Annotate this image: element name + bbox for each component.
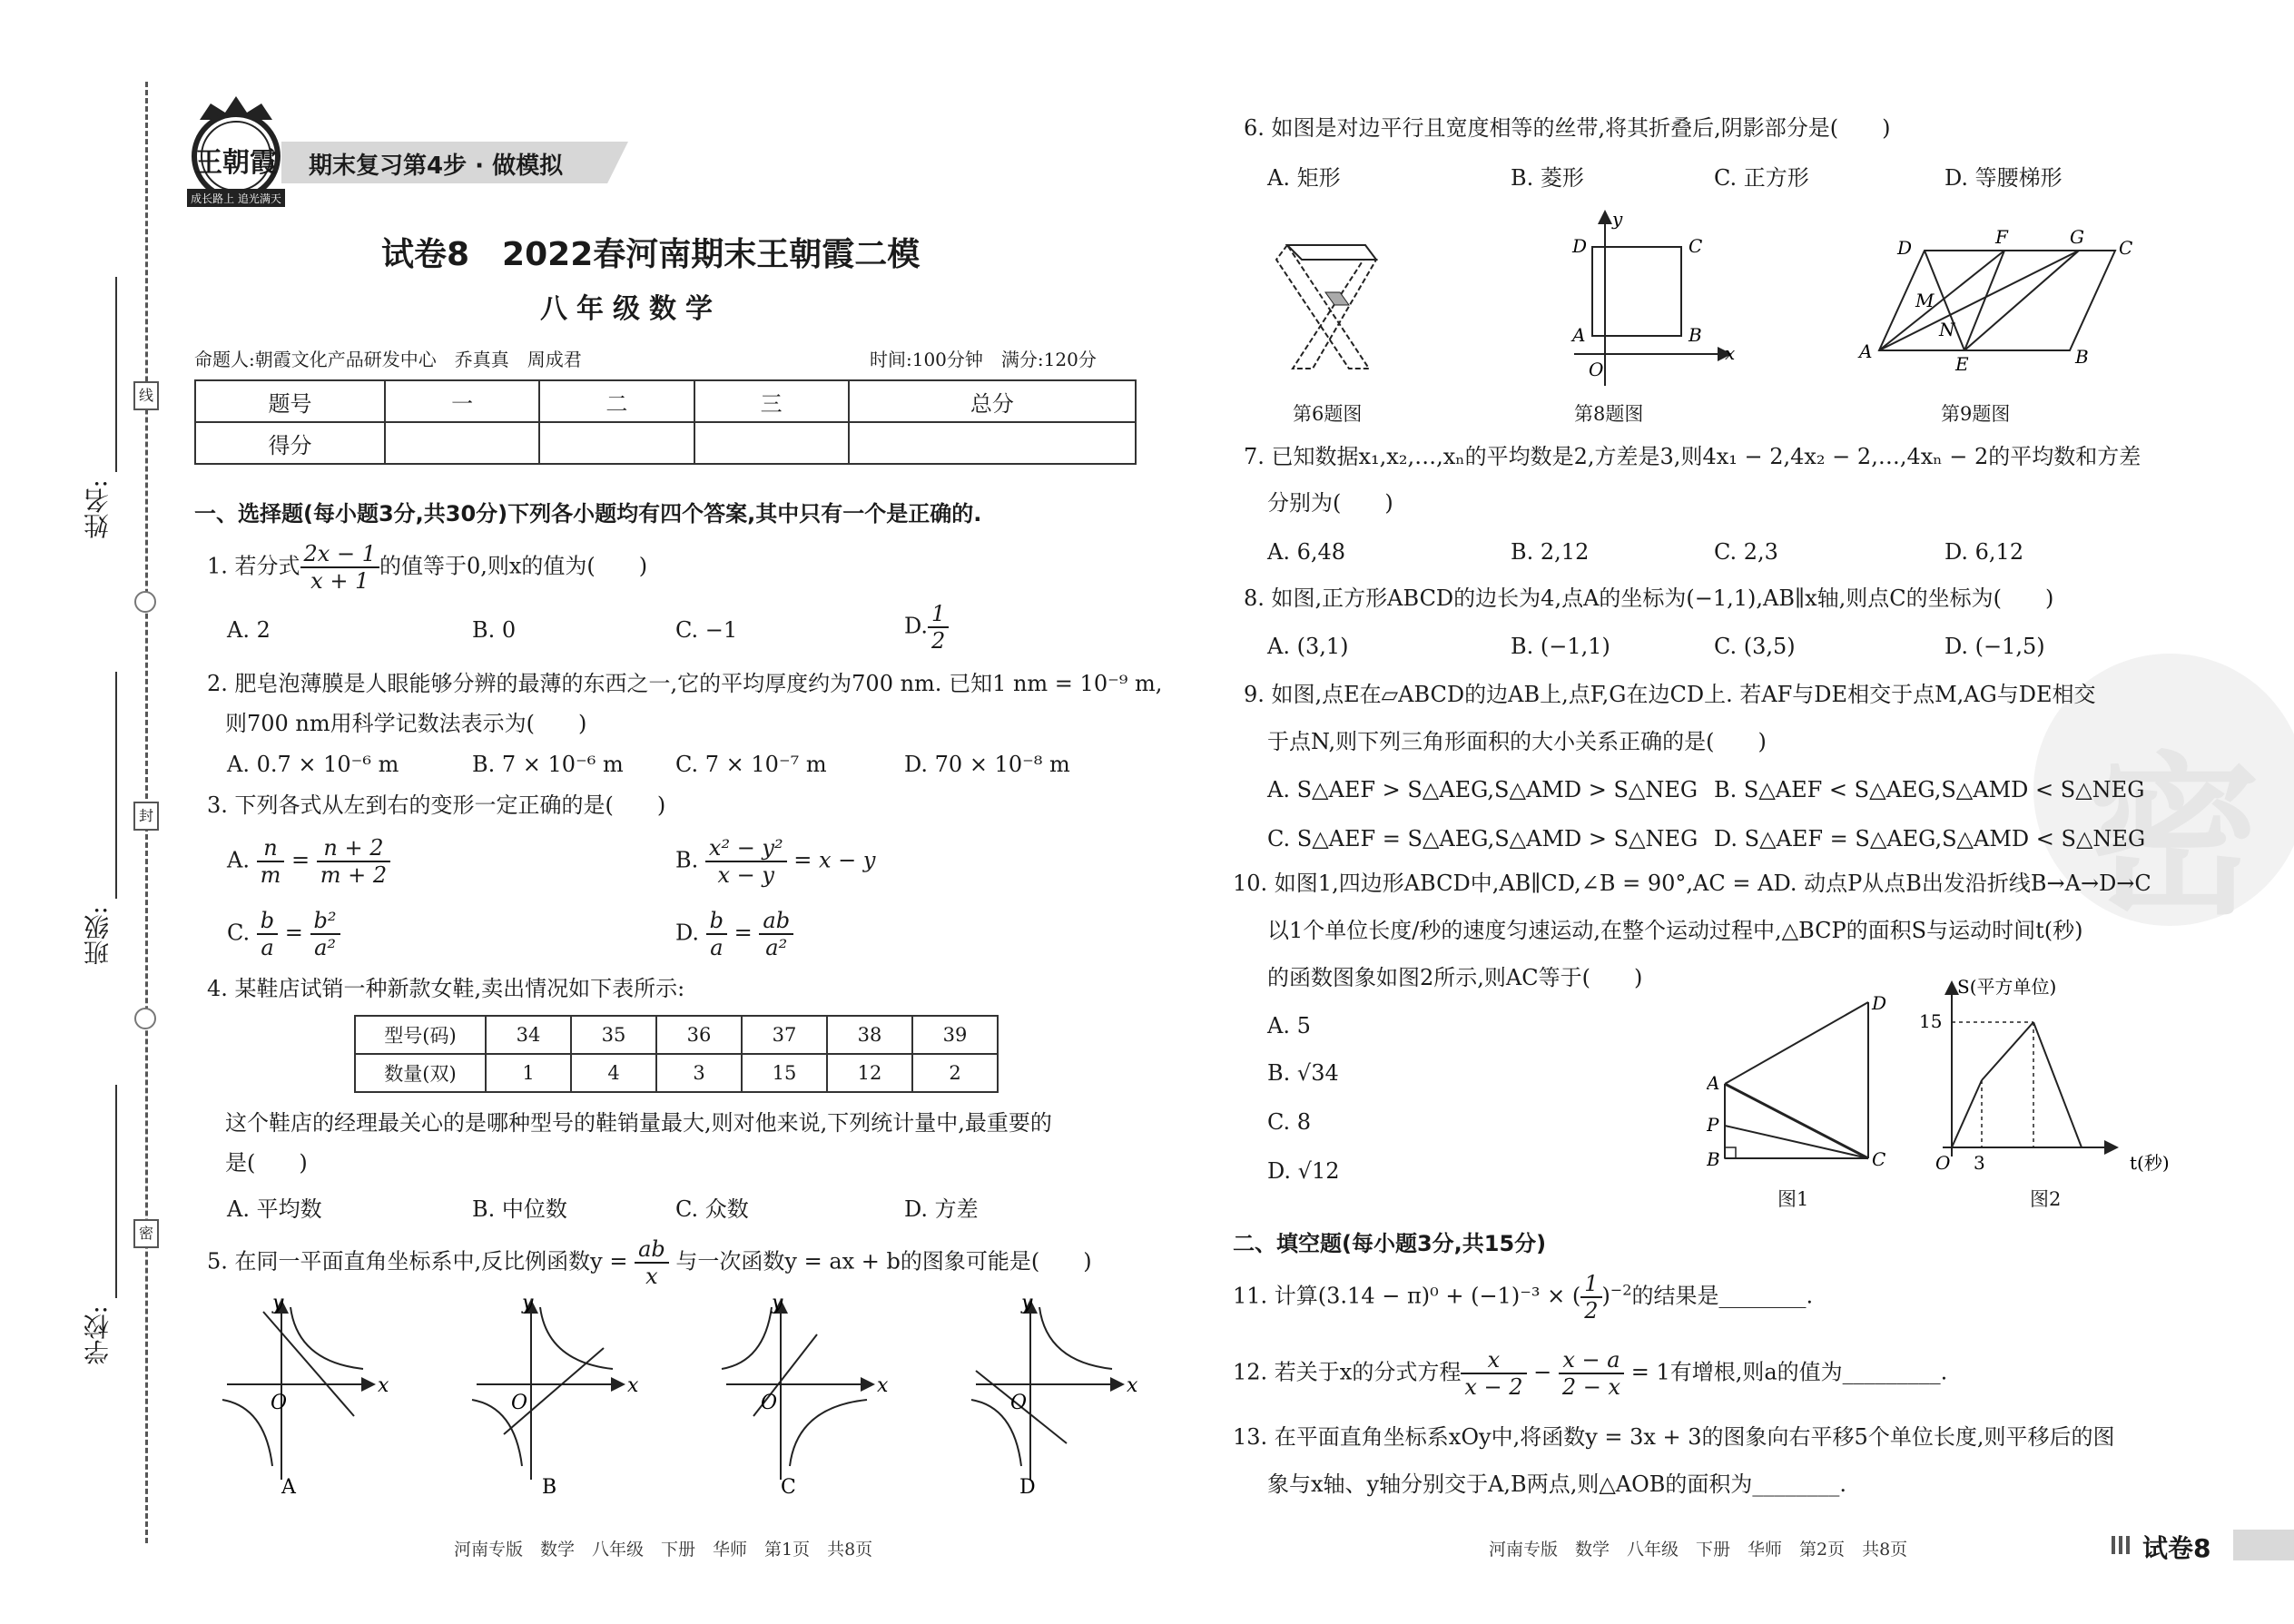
graph-c [722, 1298, 889, 1498]
graph-option-label: B [542, 1476, 557, 1498]
question-9-line1: 9. 如图,点E在▱ABCD的边AB上,点F,G在边CD上. 若AF与DE相交于点M,AG与DE相交 [1244, 682, 2096, 707]
table-cell: 36 [656, 1016, 742, 1054]
origin-label: O [271, 1392, 288, 1414]
seal-mark-line: 线 [133, 381, 159, 410]
q7-option-a[interactable]: A. 6,48 [1267, 539, 1346, 565]
axis-label: y [772, 1298, 783, 1314]
table-cell: 38 [827, 1016, 912, 1054]
question-13-line1: 13. 在平面直角坐标系xOy中,将函数y = 3x + 3的图象向右平移5个单位长度,则平移后的图 [1233, 1424, 2115, 1450]
svg-text:F: F [1995, 226, 2008, 248]
table-cell: 34 [486, 1016, 571, 1054]
q10-option-d[interactable]: D. √12 [1267, 1158, 1340, 1184]
axis-label: y [522, 1298, 534, 1314]
question-10-line1: 10. 如图1,四边形ABCD中,AB∥CD,∠B = 90°,AC = AD. 动点P从点B出发沿折线B→A→D→C [1233, 871, 2151, 896]
score-cell: 三 [694, 380, 849, 422]
q9-option-c[interactable]: C. S△AEF = S△AEG,S△AMD > S△NEG [1267, 826, 1698, 851]
q9-option-d[interactable]: D. S△AEF = S△AEG,S△AMD < S△NEG [1714, 826, 2146, 851]
fraction: $\frac{2x - 1}{x + 1}$ [300, 541, 379, 594]
score-cell: 总分 [849, 380, 1136, 422]
question-7-line2: 分别为( ) [1267, 490, 1393, 516]
q4-option-d[interactable]: D. 方差 [904, 1196, 979, 1222]
q7-option-d[interactable]: D. 6,12 [1944, 539, 2024, 565]
score-input-cell[interactable] [385, 422, 539, 464]
figure-8-square [1556, 209, 1738, 390]
graph-option-label: D [1019, 1476, 1036, 1498]
q1-option-d[interactable]: D. $\frac{1}{2}$ [904, 601, 949, 654]
exam-subject: 八年级数学 [540, 293, 722, 325]
svg-text:t(秒): t(秒) [2130, 1152, 2170, 1174]
table-cell: 2 [912, 1054, 998, 1092]
q6-option-d[interactable]: D. 等腰梯形 [1944, 165, 2063, 191]
name-field-line[interactable] [115, 277, 117, 472]
q8-option-c[interactable]: C. (3,5) [1714, 634, 1796, 659]
table-row [355, 1016, 998, 1054]
axis-label: x [378, 1374, 389, 1397]
score-input-cell[interactable] [694, 422, 849, 464]
svg-text:C: C [1689, 235, 1703, 257]
svg-text:D: D [1872, 992, 1887, 1014]
exam-time-score: 时间:100分钟 满分:120分 [870, 349, 1097, 370]
graph-d [971, 1298, 1138, 1498]
axis-label: x [1127, 1374, 1138, 1397]
svg-text:B: B [1689, 324, 1702, 346]
watermark-seal-text: 密 [2088, 737, 2261, 938]
name-label: 姓名: [83, 479, 113, 539]
score-cell: 一 [385, 380, 539, 422]
svg-text:A: A [1572, 324, 1586, 346]
q3-option-d[interactable]: D. $\frac{b}{a}$ = $\frac{ab}{\text{a²}}$ [675, 908, 793, 960]
graph-b [472, 1298, 639, 1498]
q7-option-b[interactable]: B. 2,12 [1511, 539, 1590, 565]
score-cell: 二 [539, 380, 694, 422]
school-label: 学校: [83, 1305, 113, 1365]
header-ribbon-text: 期末复习第4步 · 做模拟 [309, 153, 564, 180]
svg-text:D: D [1572, 235, 1588, 257]
svg-text:A: A [1707, 1072, 1720, 1094]
table-cell: 39 [912, 1016, 998, 1054]
table-cell: 37 [742, 1016, 827, 1054]
table-cell: 3 [656, 1054, 742, 1092]
table-cell: 型号(码) [355, 1016, 486, 1054]
question-7-line1: 7. 已知数据x₁,x₂,…,xₙ的平均数是2,方差是3,则4x₁ − 2,4x₂ − 2,…,4xₙ − 2的平均数和方差 [1244, 444, 2141, 469]
table-cell: 15 [742, 1054, 827, 1092]
question-10-line2: 以1个单位长度/秒的速度匀速运动,在整个运动过程中,△BCP的面积S与运动时间t(秒) [1267, 918, 2083, 943]
q3-option-a[interactable]: A. $\frac{n}{m}$ = $\frac{n + 2}{m + 2}$ [227, 835, 390, 888]
q9-option-a[interactable]: A. S△AEF > S△AEG,S△AMD > S△NEG [1267, 777, 1698, 802]
q10-figure-2-caption: 图2 [2030, 1188, 2062, 1210]
sidebar-circle-icon [134, 591, 156, 613]
table-cell: 1 [486, 1054, 571, 1092]
figure-8-caption: 第8题图 [1574, 403, 1644, 425]
question-2-line2: 则700 nm用科学记数法表示为( ) [225, 711, 587, 736]
svg-text:E: E [1955, 353, 1969, 375]
seal-mark-secret: 密 [133, 1219, 159, 1248]
graph-a [222, 1298, 389, 1498]
svg-text:15: 15 [1919, 1010, 1943, 1032]
question-9-line2: 于点N,则下列三角形面积的大小关系正确的是( ) [1267, 729, 1767, 754]
svg-text:P: P [1707, 1114, 1719, 1136]
corner-dots-icon [2112, 1536, 2130, 1554]
svg-text:C: C [1872, 1148, 1886, 1170]
axis-label: y [1021, 1298, 1033, 1314]
table-cell: 35 [571, 1016, 656, 1054]
figure-6-ribbon [1275, 232, 1383, 378]
q1-option-c[interactable]: C. −1 [675, 617, 738, 643]
q10-figure-1 [1707, 989, 1888, 1171]
q3-option-b[interactable]: B. $\frac{\text{x² − y²}}{x - y}$ = x − y [675, 835, 876, 888]
q9-option-b[interactable]: B. S△AEF < S△AEG,S△AMD < S△NEG [1714, 777, 2145, 802]
logo-text: 王朝霞 [195, 147, 277, 179]
class-field-line[interactable] [115, 672, 117, 899]
question-6-stem: 6. 如图是对边平行且宽度相等的丝带,将其折叠后,阴影部分是( ) [1244, 115, 1891, 141]
svg-text:B: B [1707, 1148, 1720, 1170]
corner-tag-bar [2233, 1530, 2294, 1560]
class-label: 班级: [83, 906, 113, 966]
q3-option-c[interactable]: C. $\frac{b}{a}$ = $\frac{\text{b²}}{\text{a²}}$ [227, 908, 340, 960]
svg-text:A: A [1859, 340, 1873, 362]
exam-title: 试卷8 2022春河南期末王朝霞二模 [381, 236, 921, 273]
corner-tag: 试卷8 [2142, 1533, 2211, 1563]
origin-label: O [1010, 1392, 1028, 1414]
seal-mark-seal: 封 [133, 802, 159, 831]
svg-text:D: D [1897, 237, 1913, 259]
q10-option-a[interactable]: A. 5 [1267, 1013, 1311, 1038]
question-11: 11. 计算(3.14 − π)⁰ + (−1)⁻³ × ( $\frac{1}{2}$ )$^{-2}$的结果是________. [1233, 1271, 1814, 1324]
score-table-row [195, 422, 1136, 464]
graph-option-label: C [781, 1476, 796, 1498]
graph-option-label: A [281, 1476, 296, 1498]
svg-text:y: y [1612, 209, 1623, 230]
q5-graph-options [218, 1298, 1144, 1498]
svg-text:C: C [2119, 237, 2133, 259]
table-cell: 4 [571, 1054, 656, 1092]
q4-option-b[interactable]: B. 中位数 [472, 1196, 567, 1222]
svg-text:G: G [2070, 226, 2084, 248]
q1-option-a[interactable]: A. 2 [227, 617, 271, 643]
question-10-line3: 的函数图象如图2所示,则AC等于( ) [1267, 965, 1643, 990]
q10-option-b[interactable]: B. √34 [1267, 1060, 1339, 1086]
q4-option-c[interactable]: C. 众数 [675, 1196, 749, 1222]
q10-option-c[interactable]: C. 8 [1267, 1109, 1312, 1135]
shoe-sales-table [354, 1015, 999, 1093]
q6-option-a[interactable]: A. 矩形 [1267, 165, 1341, 191]
section-2-heading: 二、填空题(每小题3分,共15分) [1233, 1231, 1547, 1256]
question-4-line2: 这个鞋店的经理最关心的是哪种型号的鞋销量最大,则对他来说,下列统计量中,最重要的 [225, 1110, 1052, 1136]
score-input-cell[interactable] [849, 422, 1136, 464]
svg-text:N: N [1939, 319, 1955, 340]
school-field-line[interactable] [115, 1085, 117, 1298]
footer-left: 河南专版 数学 八年级 下册 华师 第1页 共8页 [454, 1540, 873, 1560]
q2-option-c[interactable]: C. 7 × 10⁻⁷ m [675, 752, 827, 777]
footer-right: 河南专版 数学 八年级 下册 华师 第2页 共8页 [1489, 1540, 1908, 1560]
figure-6-caption: 第6题图 [1293, 403, 1363, 425]
table-row [355, 1054, 998, 1092]
question-3-stem: 3. 下列各式从左到右的变形一定正确的是( ) [207, 792, 666, 818]
exam-authors: 命题人:朝霞文化产品研发中心 乔真真 周成君 [194, 349, 582, 370]
axis-label: x [877, 1374, 889, 1397]
svg-text:3: 3 [1974, 1152, 1985, 1174]
svg-text:M: M [1915, 290, 1935, 311]
question-8-stem: 8. 如图,正方形ABCD的边长为4,点A的坐标为(−1,1),AB∥x轴,则点C的坐标为( ) [1244, 586, 2054, 611]
logo-slogan: 成长路上 追光满天 [191, 192, 281, 205]
origin-label: O [761, 1392, 778, 1414]
question-2-line1: 2. 肥皂泡薄膜是人眼能够分辨的最薄的东西之一,它的平均厚度约为700 nm. 已知1 nm = 10⁻⁹ m, [207, 671, 1163, 696]
score-input-cell[interactable] [539, 422, 694, 464]
question-4-line3: 是( ) [225, 1150, 308, 1176]
table-cell: 数量(双) [355, 1054, 486, 1092]
q6-option-b[interactable]: B. 菱形 [1511, 165, 1584, 191]
svg-text:S(平方单位): S(平方单位) [1957, 976, 2057, 998]
q2-option-a[interactable]: A. 0.7 × 10⁻⁶ m [227, 752, 399, 777]
svg-text:B: B [2075, 346, 2089, 368]
q1-option-b[interactable]: B. 0 [472, 617, 517, 643]
axis-label: y [272, 1298, 284, 1314]
svg-text:O: O [1935, 1152, 1951, 1174]
question-4-stem: 4. 某鞋店试销一种新款女鞋,卖出情况如下表所示: [207, 976, 685, 1001]
axis-label: x [627, 1374, 639, 1397]
table-cell: 12 [827, 1054, 912, 1092]
question-13-line2: 象与x轴、y轴分别交于A,B两点,则△AOB的面积为________. [1267, 1471, 1847, 1497]
section-1-heading: 一、选择题(每小题3分,共30分)下列各小题均有四个答案,其中只有一个是正确的. [194, 501, 982, 527]
q10-figure-2 [1915, 975, 2215, 1175]
q6-option-c[interactable]: C. 正方形 [1714, 165, 1809, 191]
q10-figure-1-caption: 图1 [1777, 1188, 1809, 1210]
figure-9-parallelogram [1852, 223, 2142, 378]
svg-text:x: x [1725, 342, 1736, 364]
q8-option-b[interactable]: B. (−1,1) [1511, 634, 1610, 659]
q8-option-a[interactable]: A. (3,1) [1267, 634, 1349, 659]
q4-option-a[interactable]: A. 平均数 [227, 1196, 322, 1222]
score-cell: 得分 [195, 422, 385, 464]
q8-option-d[interactable]: D. (−1,5) [1944, 634, 2045, 659]
score-table-row [195, 380, 1136, 422]
score-table [194, 379, 1137, 465]
q2-option-d[interactable]: D. 70 × 10⁻⁸ m [904, 752, 1070, 777]
brand-logo [182, 91, 290, 218]
question-1-stem: 1. 若分式 $\frac{2x - 1}{x + 1}$ 的值等于0,则x的值为( ) [207, 541, 648, 594]
q7-option-c[interactable]: C. 2,3 [1714, 539, 1778, 565]
sidebar-circle-icon [134, 1008, 156, 1029]
figure-9-caption: 第9题图 [1941, 403, 2011, 425]
q2-option-b[interactable]: B. 7 × 10⁻⁶ m [472, 752, 624, 777]
origin-label: O [511, 1392, 528, 1414]
score-cell: 题号 [195, 380, 385, 422]
question-5-stem: 5. 在同一平面直角坐标系中,反比例函数y = $\frac{ab}{x}$ 与一次函数y = ax + b的图象可能是( ) [207, 1236, 1092, 1289]
question-12: 12. 若关于x的分式方程 $\frac{x}{x - 2}$ − $\frac{x - a}{2 - x}$ = 1有增根,则a的值为_________. [1233, 1347, 1948, 1400]
svg-text:O: O [1589, 359, 1604, 380]
